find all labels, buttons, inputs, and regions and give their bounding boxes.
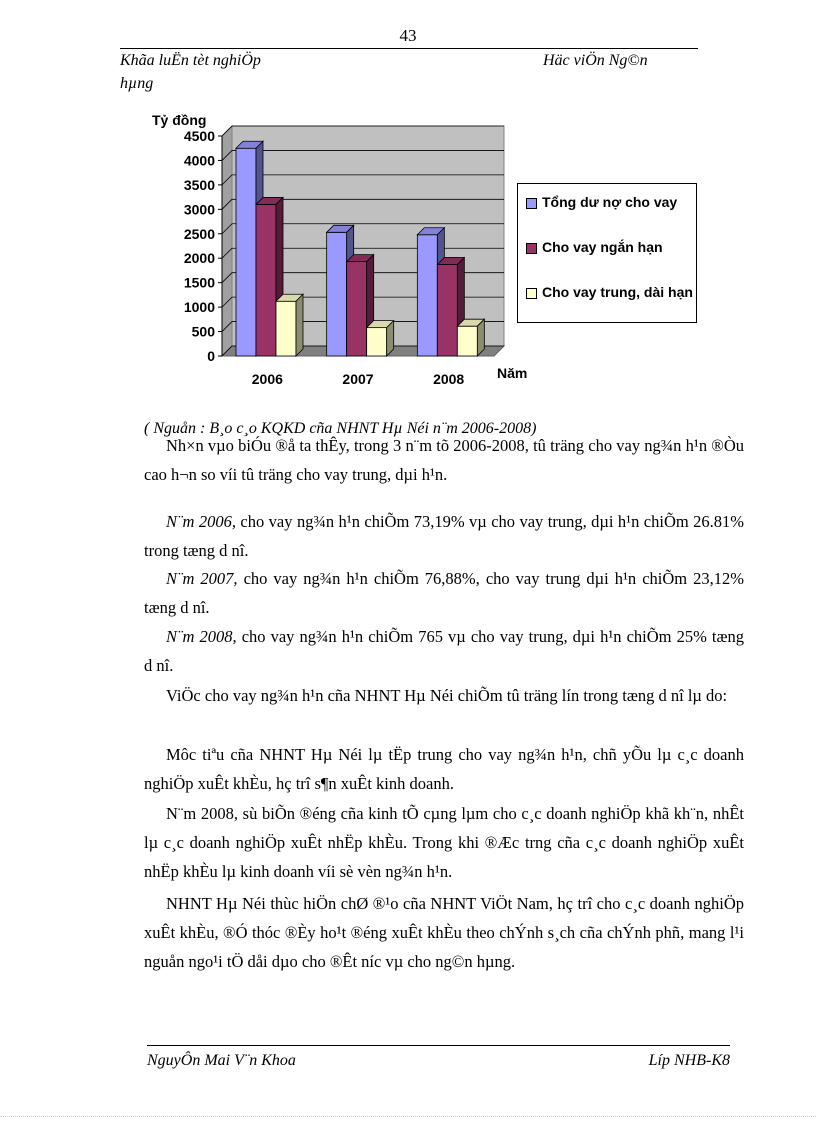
- legend-swatch-short-term: [526, 243, 537, 254]
- bar-chart: [150, 105, 550, 395]
- paragraph-3: [144, 564, 744, 622]
- bar-long-term-2006: [276, 301, 296, 356]
- paragraph-2: [144, 507, 744, 565]
- footer-class: Líp NHB-K8: [648, 1052, 730, 1069]
- legend-label-short-term: Cho vay ngắn hạn: [542, 239, 663, 255]
- bar-side-long-term-2008: [477, 319, 484, 356]
- y-tick-label: 1000: [183, 299, 215, 316]
- paragraph-6: Môc tiªu cña NHNT Hµ Néi lµ tËp trung cho vay ng¾n h¹n, chñ yÕu lµ c¸c doanh nghiÖp xuÊt khÈu, hç trî s¶n xuÊt kinh doanh.: [144, 745, 744, 793]
- header-left-title: Khãa luËn tèt nghiÖp: [120, 52, 261, 69]
- paragraph-7: N¨m 2008, sù biÕn ®éng cña kinh tÕ cµng lµm cho c¸c doanh nghiÖp khã kh¨n, nhÊt lµ c¸c doanh nghiÖp xuÊt nhËp khÈu. Trong khi ®Æc trng cña c¸c doanh nghiÖp xuÊt nhËp khÈu lµ kinh doanh víi sè vèn ng¾n h¹n.: [144, 804, 744, 881]
- legend-label-long-term: Cho vay trung, dài hạn: [542, 284, 693, 300]
- bar-short-term-2006: [256, 204, 276, 356]
- bar-short-term-2008: [437, 265, 457, 356]
- y-tick-label: 2500: [183, 225, 215, 242]
- bar-long-term-2007: [367, 328, 387, 356]
- paragraph-3-text: cho vay ng¾n h¹n chiÕm 76,88%, cho vay trung dµi h¹n chiÕm 23,12% tæng d nî.: [144, 569, 744, 617]
- chart-legend: [517, 183, 697, 323]
- paragraph-2-year: N¨m 2006,: [166, 512, 236, 531]
- paragraph-8: NHNT Hµ Néi thùc hiÖn chØ ®¹o cña NHNT ViÖt Nam, hç trî cho c¸c doanh nghiÖp xuÊt khÈu, ®Ó thóc ®Èy ho¹t ®éng xuÊt khÈu theo chÝnh s¸ch cña chÝnh phñ, mang l¹i nguån ngo¹i tÖ dåi dµo cho ®Êt níc vµ cho ng©n hµng.: [144, 894, 744, 971]
- bar-total-2006: [236, 148, 256, 356]
- legend-label-total: Tổng dư nợ cho vay: [542, 194, 678, 210]
- legend-swatch-long-term: [526, 288, 537, 299]
- paragraph-5: ViÖc cho vay ng¾n h¹n cña NHNT Hµ Néi chiÕm tû träng lín trong tæng d nî lµ do:: [166, 686, 728, 705]
- y-tick-label: 0: [207, 348, 215, 364]
- paragraph-2-text: cho vay ng¾n h¹n chiÕm 73,19% vµ cho vay trung, dµi h¹n chiÕm 26.81% trong tæng d nî.: [144, 512, 744, 560]
- page-number: 43: [399, 26, 417, 45]
- footer-rule: [147, 1045, 730, 1046]
- legend-swatch-total: [526, 198, 537, 209]
- legend-item-short-term: [526, 239, 694, 256]
- header-left-title-continued: hµng: [120, 75, 154, 92]
- y-tick-label: 3000: [183, 201, 215, 218]
- y-tick-label: 1500: [183, 274, 215, 291]
- y-tick-label: 500: [191, 323, 215, 340]
- x-tick-label-2008: 2008: [433, 371, 465, 387]
- chart-side-wall: [222, 126, 232, 356]
- y-tick-label: 2000: [183, 250, 215, 267]
- page-edge-dots: [0, 1116, 816, 1117]
- chart-source: ( Nguån : B¸o c¸o KQKD cña NHNT Hµ Néi n¨m 2006-2008): [144, 420, 537, 437]
- y-tick-label: 4000: [183, 152, 215, 169]
- footer-author: NguyÔn Mai V¨n Khoa: [147, 1052, 296, 1069]
- header-rule: [120, 48, 698, 49]
- paragraph-3-year: N¨m 2007,: [166, 569, 238, 588]
- bar-total-2007: [327, 232, 347, 356]
- x-axis-label: Năm: [497, 365, 528, 381]
- legend-item-total: [526, 194, 694, 211]
- bar-side-long-term-2006: [296, 294, 303, 356]
- bar-long-term-2008: [457, 326, 477, 356]
- paragraph-4: [144, 622, 744, 680]
- bar-total-2008: [417, 235, 437, 356]
- x-tick-label-2007: 2007: [342, 371, 374, 387]
- paragraph-1: Nh×n vµo biÓu ®å ta thÊy, trong 3 n¨m tõ 2006-2008, tû träng cho vay ng¾n h¹n ®Òu cao h¬n so víi tû träng cho vay trung, dµi h¹n.: [144, 436, 744, 484]
- bar-short-term-2007: [347, 262, 367, 356]
- header-right-title: Häc viÖn Ng©n: [543, 52, 648, 69]
- y-tick-label: 3500: [183, 176, 215, 193]
- legend-item-long-term: [526, 284, 694, 301]
- x-tick-label-2006: 2006: [251, 371, 283, 387]
- y-axis-label: Tỷ đồng: [152, 112, 207, 128]
- paragraph-4-text: cho vay ng¾n h¹n chiÕm 765 vµ cho vay trung, dµi h¹n chiÕm 25% tæng d nî.: [144, 627, 745, 675]
- paragraph-4-year: N¨m 2008,: [166, 627, 237, 646]
- y-tick-label: 4500: [183, 128, 215, 144]
